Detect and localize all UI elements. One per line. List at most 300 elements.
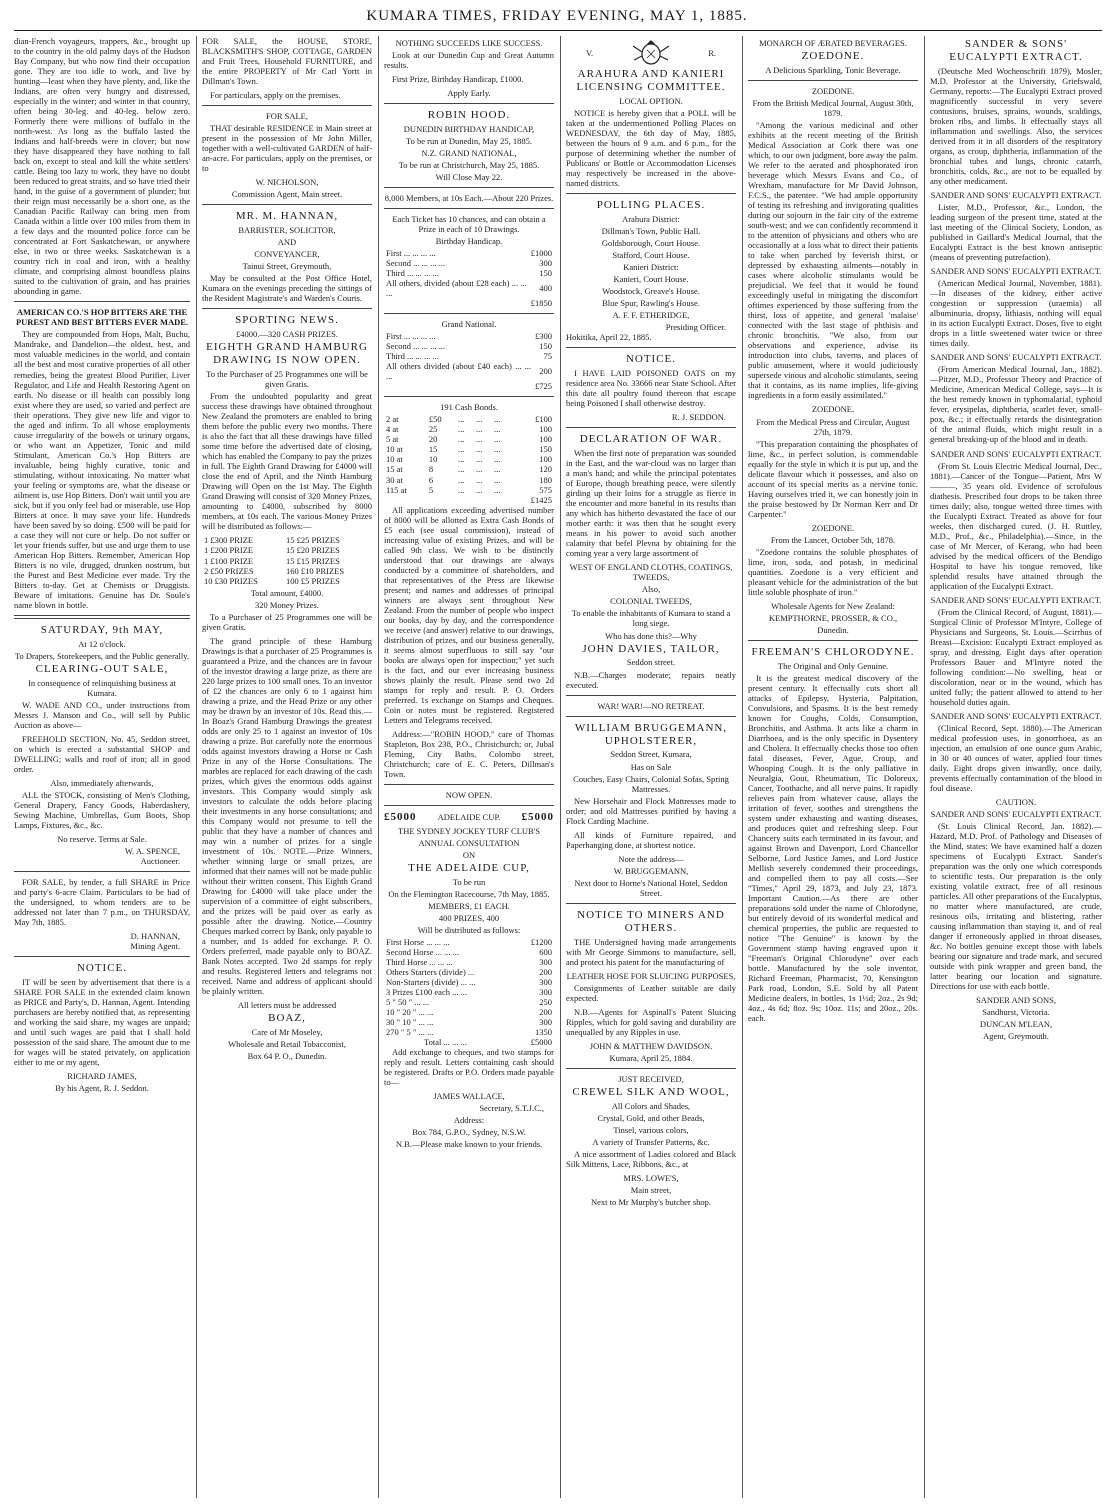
nicholson-signature: W. NICHOLSON,	[255, 177, 319, 188]
polling-place: Dillman's Town, Public Hall.	[601, 226, 701, 237]
table-cell: 575	[539, 484, 552, 495]
adelaide-cup-label: ADELAIDE CUP.	[437, 812, 501, 823]
run-note: To be run	[452, 876, 486, 887]
table-cell: Second ... ... ... ...	[386, 258, 446, 269]
divider	[384, 396, 554, 397]
table-cell: 150	[539, 341, 552, 352]
wallace-box: Box 784, G.P.O., Sydney, N.S.W.	[412, 1127, 526, 1138]
table-row	[384, 987, 554, 997]
crest-letter-r: R.	[708, 47, 716, 58]
boaz-signature: BOAZ,	[268, 1012, 306, 1025]
furniture-text: All kinds of Furniture repaired, and Paperhanging done, at shortest notice.	[566, 829, 736, 850]
bruggemann-address: Seddon Street, Kumara,	[610, 749, 692, 760]
table-cell: £50	[428, 414, 442, 425]
table-cell: ...	[494, 454, 501, 465]
freeman-text: It is the greatest medical discovery of the present century. It effectually cuts short all attacks of Epilepsy, Hysteria, Palpitation, Convulsions, and Spasms. It is the best remedy known for Coughs, Colds, Consumption, Bronchitis, and Asthma. It acts like a charm in Diarrhoea, and is the only specific in Dysentery and Cholera. It effectually checks those too often fatal diseases, Fever, Ague, Croup, and Whooping Cough. It is the only palliative in Neuralgia, Gout, Rheumatism, Tic Doloreux, Cancer, Toothache, and all nerve pains. It rapidly relieves pain from whatever cause, allays the irritation of fever, soothes and strengthens the system under exhausting and wasting diseases, and produces quiet and refreshing sleep. Four Chancery suits each terminated in its favour, and against Brown and Davenport, Lord Chancellor Selborne, Lord Justice James, and Lord Justice Mellish severely condemned their proceedings, and compelled them to pay all costs.—See "Times," April 29, 1873, and July 23, 1873. Important Caution.—As there are other preparations sold under the name of Chlorodyne, but entirely devoid of its wonderful medical and chemical properties, the public are requested to notice "The Genuine" is known by the Government stamp having engraved upon it "Freeman's Original Chlorodyne" over each bottle. Manufactured by the sole inventor, Richard Freeman, Pharmacist, 70, Kensington Park road, London, S.E. Sold by all Patent Medicine dealers, in bottles, 1s 1½d; 2oz., 2s 9d; 4oz., 4s 6d; 8oz. 9s; 10oz. 11s; and 20oz., 20s. each.	[748, 672, 918, 1024]
table-cell: ...	[458, 424, 465, 435]
table-row	[384, 475, 554, 485]
james-signature: RICHARD JAMES,	[67, 1071, 137, 1082]
hop-bitters-text: They are compounded from Hops, Malt, Buchu, Mandrake, and Dandelion—the oldest, best, and most valuable medicines in the world, and contain all the best and most curative properties of all other remedies, being the greatest Blood Purifier, Liver Regulator, and Life and Health Restoring Agent on earth. No disease or ill health can possibly long exist where they are used, so varied and perfect are their operations. They give new life and vigor to the aged and infirm. To all whose employments cause irregularity of the bowels or urinary organs, or who want an Appetizer, Tonic and mild Stimulant, American Co.'s Hop Bitters are invaluable, being highly curative, tonic and stimulating, without intoxicating. No matter what your feeling or symptoms are, what the disease or ailment is, use Hop Bitters. Don't wait until you are sick, but if you only feel bad or miserable, use Hop Bitters at once. It may save your life. Hundreds have been saved by so doing. £500 will be paid for a case they will not cure or help. Do not suffer or let your friends suffer, but use and urge them to use American Hop Bitters. Remember, American Hop Bitters is no vile, drugged, drunken nostrum, but the Purest and Best Medicine ever made. Try the Bitters to-day. Get at Chemists or Druggists. Beware of imitations. Genuine has Dr. Soule's name blown in bottle.	[14, 329, 190, 610]
davies-signature: JOHN DAVIES, TAILOR,	[582, 642, 720, 655]
table-cell: 1 £100 PRIZE	[204, 555, 254, 566]
birthday-handicap-table	[384, 248, 554, 308]
table-cell: 160 £10 PRIZES	[285, 565, 345, 576]
zoedone-heading: ZOEDONE.	[801, 50, 865, 63]
table-cell: 2 at	[386, 414, 399, 425]
table-row	[384, 1037, 554, 1047]
who-note: Who has done this?—Why	[605, 630, 697, 641]
bruggemann-heading: WILLIAM BRUGGEMANN, UPHOLSTERER,	[574, 721, 728, 747]
table-cell: First ... ... ... ...	[386, 248, 436, 259]
hannan-text: May be consulted at the Post Office Hotel, Kumara on the evenings preceding the sittings of the Resident Magistrate's and Warden's Courts.	[202, 273, 372, 304]
zoedone-testimonial: "This preparation containing the phosphates of lime, &c., in perfect solution, is commendable equally for the style in which it is put up, and the delicate flavour which it possesses, and also on account of its special merits as a nervine tonic. Having ourselves tried it, we can honestly join in the praise bestowed by Dr Norman Kerr and Dr Carpenter."	[748, 438, 918, 519]
table-row	[384, 947, 554, 957]
table-cell: ...	[494, 434, 501, 445]
column-2	[202, 36, 372, 1498]
table-cell: First Horse ... ... ...	[386, 937, 450, 948]
divider	[566, 903, 736, 904]
table-cell: 10 at	[386, 444, 403, 455]
miners-text: THE Undersigned having made arrangements with Mr George Simmons to manufacture, sell, and protect his patent for the manufacturing of	[566, 936, 736, 967]
zoedone-source: From the Lancet, October 5th, 1878.	[770, 534, 896, 545]
table-cell: £100	[535, 414, 552, 425]
table-cell: 100 £5 PRIZES	[285, 575, 340, 586]
james-agent: By his Agent, R. J. Seddon.	[55, 1083, 149, 1094]
nz-grand-national: N.Z. GRAND NATIONAL,	[421, 148, 517, 159]
lowe-signature: MRS. LOWE'S,	[623, 1172, 679, 1183]
table-cell: £1000	[530, 248, 552, 259]
poisoned-oats-text: I HAVE LAID POISONED OATS on my residence area No. 33666 near State School. After this date all poultry found thereon that escape being Poisoned I shall otherwise destroy.	[566, 368, 736, 409]
table-total: £1425	[530, 494, 552, 505]
table-cell: ...	[476, 414, 483, 425]
masthead: KUMARA TIMES, FRIDAY EVENING, MAY 1, 1885.	[366, 8, 748, 24]
davies-nb: N.B.—Charges moderate; repairs neatly executed.	[566, 669, 736, 690]
table-cell: 5	[428, 484, 434, 495]
caution-heading: CAUTION.	[995, 797, 1037, 808]
sanders-subheading: SANDER AND SONS' EUCALYPTI EXTRACT.	[930, 594, 1102, 605]
run-note: On the Flemington Racecourse, 7th May, 1885.	[388, 888, 550, 899]
table-row	[384, 351, 554, 361]
table-cell: Third ... ... ... ...	[386, 268, 439, 279]
sanders-testimonial: Lister, M.D., Professor, &c., London, the leading surgeon of the present time, stated at the last meeting of the Clinical Society, London, as published in Gaillard's Medical Journal, that the Eucalypti Extract is the best known antiseptic (means of preventing putrefaction).	[930, 202, 1102, 263]
wallace-address-label: Address:	[453, 1115, 485, 1126]
sanders-testimonial: (St. Louis Clinical Record, Jan. 1882).—Hazard, M.D. Prof. of Pathology and Diseases of the Mind, states: We have examined half a dozen specimens of Eucalypti Extract. Sander's preparation was the only one which corresponds to scientific tests. Our preparation is the only existing volatile extract, free of all resinous particles. All other preparations of the Eucalyptus, no matter where manufactured, are crude, resinous oils, irritating and blistering, rather causing inflammation than staying it, and of real danger if erroneously applied in throat diseases, &c. No bottles genuine except those with labels bearing our signature and trade mark, and secured outside with pink wrapper and green band, the latter bearing our location and signature. Directions for use with each bottle.	[930, 821, 1102, 992]
column-1	[14, 36, 190, 1498]
sanders-subheading: SANDER AND SONS' EUCALYPTI EXTRACT.	[930, 809, 1102, 820]
notice-text: IT will be seen by advertisement that there is a SHARE FOR SALE in the extended claim known as PRICE and Party's, D. Hannan, Agent. Intending purchasers are hereby notified that, as representing and working the said share, my wages are unpaid; and until such wages are paid that I shall hold possession of the said share. The amount due to me for wages will be stated privately, on application either to me or my agent,	[14, 977, 190, 1068]
table-row	[202, 566, 372, 576]
table-cell: 10 £30 PRIZES	[204, 575, 258, 586]
table-cell: ...	[494, 414, 501, 425]
hannan-line: CONVEYANCER,	[254, 249, 320, 260]
column-4	[566, 36, 736, 1498]
adelaide-prize-left: £5000	[384, 810, 417, 823]
table-cell: 75	[543, 351, 552, 362]
table-cell: 25	[428, 424, 438, 435]
adelaide-prize-table	[384, 937, 554, 1047]
money-prizes: 320 Money Prizes.	[255, 599, 319, 610]
table-cell: Third ... ... ... ...	[386, 351, 439, 362]
table-cell: Third Horse ... ... ...	[386, 957, 453, 968]
cash-bonds-title: 191 Cash Bonds.	[440, 402, 498, 413]
sale-time: At 12 o'clock.	[78, 638, 126, 649]
table-row	[384, 937, 554, 947]
note-address: Note the address—	[618, 853, 684, 864]
on-label: ON	[462, 849, 476, 860]
apply-early: Apply Early.	[447, 88, 491, 99]
table-cell: 100	[539, 434, 552, 445]
table-cell: 300	[539, 957, 552, 968]
wade-auction-text: W. WADE AND CO., under instructions from Messrs J. Manson and Co., will sell by Public Auction as above—	[14, 699, 190, 730]
crewel-line: Tinsel, various colors,	[613, 1124, 689, 1135]
arahura-heading: ARAHURA AND KANIERI LICENSING COMMITTEE.	[576, 68, 726, 93]
next-door: Next door to Horne's National Hotel, Seddon Street.	[574, 877, 728, 898]
annual-consultation: ANNUAL CONSULTATION	[418, 837, 520, 848]
table-cell: 180	[539, 474, 552, 485]
sydney-club: THE SYDNEY JOCKEY TURF CLUB'S	[398, 825, 540, 836]
column-6	[930, 36, 1102, 1498]
divider	[566, 347, 736, 348]
cash-bonds-table	[384, 414, 554, 504]
hamburg-principle: The grand principle of these Hamburg Drawings is that a purchaser of 25 Programmes is guaranteed a Prize, and the chances are in favour of the investor drawing a large prize, as there are 220 large prizes to 100 small ones. To an investor of £2 the chances are only 6 to 1 against him drawing a prize, and the Head Prize or any other may be drawn by an investor of 10s. Read this.—In Boaz's Grand Hamburg Drawings the greatest odds are only 25 to 1 against an investor of 10s drawing a prize. But carefully note the enormous odds against investors drawing a Horse or Cash Prize in any of the Horse Consultations. The marbles are replaced for each drawing of the cash prizes, which gives the enormous odds against investors. This Company would simply ask investors to calculate the odds before placing their investments in any horse consultations; and this Company would not presume to tell the public that they have a number of chances and may win a number of prizes for a single investment of 10s. NOTE.—Prize Winners, whether winning large or small prizes, are informed that their names will not be made public without their written consent. This Eighth Grand Drawing for £4000 will take place under the supervision of a committee of eight subscribers, and the prizes will be paid over as early as possible after the drawing. Notice.—Country Cheques marked correct by Bank, only payable to a number, and 1s added for exchange. P. O. Orders preferred, made payable only to BOAZ. Bank Notes accepted. Two 2d stamps for reply and results. Registered letters and telegrams not received. Name and address of applicant should be plainly written.	[202, 635, 372, 997]
table-row	[384, 278, 554, 298]
notice-heading: NOTICE.	[76, 962, 128, 975]
crewel-line: All Colors and Shades,	[611, 1100, 691, 1111]
table-cell: 2 £50 PRIZES	[204, 565, 254, 576]
miners-heading: NOTICE TO MINERS AND OTHERS.	[577, 908, 725, 934]
table-cell: 30 at	[386, 474, 403, 485]
adelaide-cup-heading: THE ADELAIDE CUP,	[408, 862, 530, 874]
sanders-location: Sandhurst, Victoria.	[982, 1007, 1050, 1018]
table-cell	[384, 298, 529, 308]
masthead-rule	[14, 30, 1102, 31]
just-received: JUST RECEIVED,	[618, 1073, 684, 1084]
divider	[566, 1068, 736, 1069]
zoedone-source: From the Medical Press and Circular, August 27th, 1879.	[756, 416, 910, 437]
table-cell: ...	[458, 444, 465, 455]
table-cell: 4 at	[386, 424, 399, 435]
table-cell: ...	[494, 424, 501, 435]
divider	[14, 615, 190, 619]
adelaide-banner	[384, 811, 554, 824]
divider	[14, 956, 190, 957]
war-slogan: WAR! WAR!—NO RETREAT.	[597, 700, 705, 711]
robin-hood-heading: ROBIN HOOD.	[427, 109, 511, 122]
divider	[748, 640, 918, 641]
sanders-testimonial: (Clinical Record, Sept. 1880).—The American medical profession uses, in gonorrhoea, as an injection, an emulsion of one ounce gum Arabic, in 30 or 40 ounces of water, applied four times daily. Eight drops given inwardly, once daily, prevents effectually contamination of the blood in foul disease.	[930, 722, 1102, 793]
grand-national-table	[384, 331, 554, 391]
table-row	[384, 1007, 554, 1017]
table-cell: £1200	[530, 937, 552, 948]
divider	[14, 871, 190, 872]
mclean-title: Agent, Greymouth.	[983, 1031, 1049, 1042]
war-text: When the first note of preparation was sounded in the East, and the war-cloud was no larger than a man's hand; and while the principal potentates of Europe, though breathing peace, were silently girding up their loins for a struggle as fierce in the encounter and more baneful in its results than any which has hitherto devastated the face of our mother earth: it was then that he sought every means in his power to avoid such another calamity that befel Plevna by obtaining for the coming year a very large assortment of	[566, 448, 736, 559]
davidson-signature: JOHN & MATTHEW DAVIDSON.	[589, 1040, 713, 1051]
house-sale-apply: For particulars, apply on the premises.	[210, 90, 341, 101]
table-row	[384, 495, 554, 505]
table-row	[202, 535, 372, 545]
divider	[384, 805, 554, 806]
divider	[384, 208, 554, 209]
table-cell: ...	[458, 464, 465, 475]
table-cell: Second ... ... ... ...	[386, 341, 446, 352]
sanders-subheading: SANDER AND SONS' EUCALYPTI EXTRACT.	[930, 352, 1102, 363]
divider	[384, 313, 554, 314]
also-label: Also,	[641, 584, 661, 595]
polling-place: Blue Spur, Rawling's House.	[602, 298, 700, 309]
wallace-nb: N.B.—Please make known to your friends.	[395, 1139, 543, 1150]
total-amount: Total amount, £4000.	[250, 587, 324, 598]
polling-places-heading: POLLING PLACES.	[596, 199, 706, 212]
district-label: Kanieri District:	[623, 262, 679, 273]
bruggemann-signature: W. BRUGGEMANN,	[613, 865, 689, 876]
divider	[202, 204, 372, 205]
local-option: LOCAL OPTION.	[619, 95, 683, 106]
table-row	[384, 1017, 554, 1027]
table-cell: All others, divided (about £28 each) ... ... ...	[386, 278, 527, 299]
boaz-line: Box 64 P. O., Dunedin.	[247, 1051, 327, 1062]
table-cell: 300	[539, 1017, 552, 1028]
no-reserve: No reserve. Terms at Sale.	[57, 834, 147, 845]
sanders-testimonial: (From American Medical Journal, Jan., 1882).—Pitzer, M.D., Professor Theory and Practice of Medicine, American Medical College, says—It is the best remedy known in typhomalarial, typhoid fever, erysipelas, diphtheria, scarlet fever, small-pox, &c.; it effectually retards the disintegration of the animal fluids, which might result in a general breaking-up of the blood and in death.	[930, 364, 1102, 445]
table-cell: ...	[476, 454, 483, 465]
davidson-date: Kumara, April 25, 1884.	[609, 1052, 693, 1063]
table-cell: 15 £25 PRIZES	[285, 535, 340, 546]
residence-sale-text: THAT desirable RESIDENCE in Main street at present in the possession of Mr John Miller, together with a well-cultivated GARDEN of half-an-acre. For particulars, apply on the premises, or to	[202, 123, 372, 174]
table-row	[384, 341, 554, 351]
cash-prizes: £4000.—320 CASH PRIZES.	[235, 329, 338, 340]
table-cell	[384, 495, 510, 505]
column-divider	[196, 36, 197, 1498]
table-row	[384, 1027, 554, 1037]
table-row	[384, 331, 554, 341]
table-cell: 10 at	[386, 454, 403, 465]
table-row	[384, 444, 554, 454]
zoedone-subheading: ZOEDONE.	[811, 86, 855, 96]
table-cell: ...	[476, 464, 483, 475]
birthday-handicap: DUNEDIN BIRTHDAY HANDICAP,	[403, 124, 535, 135]
sanders-testimonial: (From the Clinical Record, of August, 1881).—Surgical Clinic of Professor M'Intyre, College of Physicians and Surgeons, St. Louis.—Scirrhus of Breast—Excision: Eucalypti Extract employed as spray, and dressing. Eight days after operation Professors Bauer and M'Intyre noted the following condition:—No swelling, heat or discoloration, near or in the wound, which has united fully; the patient allowed to attend to her household duties again.	[930, 606, 1102, 707]
table-row	[202, 576, 372, 586]
boaz-care: Care of Mr Moseley,	[251, 1027, 323, 1038]
table-cell: 200	[539, 366, 552, 377]
table-cell: Others Starters (divide) ...	[386, 967, 475, 978]
table-cell: ...	[494, 474, 501, 485]
sale-date: SATURDAY, 9th MAY,	[40, 623, 164, 636]
district-label: Arahura District:	[622, 214, 680, 225]
table-cell: 20	[428, 434, 438, 445]
table-cell: 5 at	[386, 434, 399, 445]
divider	[384, 103, 554, 104]
table-cell: 10	[428, 454, 438, 465]
table-cell: 120	[539, 464, 552, 475]
siege-note: To enable the inhabitants of Kumara to stand a long siege.	[571, 608, 731, 629]
divider	[384, 187, 554, 188]
dunedin-cup-note: Look at our Dunedin Cup and Great Autumn results.	[384, 50, 554, 71]
table-cell: 270 " 5 " ... ...	[386, 1027, 434, 1038]
table-cell: 300	[539, 258, 552, 269]
table-row	[384, 268, 554, 278]
house-sale-text: FOR SALE, the HOUSE, STORE, BLACKSMITH'S SHOP, COTTAGE, GARDEN and Fruit Trees, Household FURNITURE, and the entire PROPERTY of Mr Carl Yortt in Dillman's Town.	[202, 36, 372, 87]
divider	[566, 427, 736, 428]
sanders-subheading: SANDER AND SONS' EUCALYPTI EXTRACT.	[930, 448, 1102, 459]
column-3	[384, 36, 554, 1498]
table-cell: 6	[428, 474, 434, 485]
robin-hood-text: All applications exceeding advertised number of 8000 will be allotted as Extra Cash Bonds of £5 each (see usual commission), instead of increasing value of existing Prizes, and will be called 9th class. We wish to be distinctly understood that our drawings are always conducted by a committee of shareholders, and that representatives of the Press are likewise present; and names and addresses of principal winners are always sent throughout New Zealand. From the number of people who inspect our books, day by day, and the correspondence we receive (and answer) relative to our drawings, distribution of prizes, and our business generally, it seems almost superfluous to still say "our books are always open for inspection;" yet such is the fact, and our ever increasing business shows plainly the result. Please send two 2d stamps for reply and result. P. O. Orders preferred. 1s exchange on Stamps and Cheques. Coin or notes must be registered. Registered Letters and Telegrams received.	[384, 504, 554, 725]
table-row	[202, 556, 372, 566]
ticket-note: Each Ticket has 10 chances, and can obtain a Prize in each of 10 Drawings.	[392, 214, 546, 235]
run-note: To be run at Christchurch, May 25, 1885.	[398, 160, 540, 171]
table-cell: First ... ... ... ...	[386, 331, 436, 342]
leather-hose: LEATHER HOSE FOR SLUICING PURPOSES,	[566, 970, 736, 981]
prize-table	[202, 535, 372, 585]
kempthorne-name: KEMPTHORNE, PROSSER, & CO.,	[768, 612, 898, 623]
zoedone-testimonial: "Zoedone contains the soluble phosphates of lime, iron, soda, and potash, in medicinal quantities. Zoedone is a very efficient and pleasant vehicle for the administration of the but little soluble phosphate of iron."	[748, 546, 918, 597]
table-cell: 15 £15 PRIZES	[285, 555, 340, 566]
residence-sale-heading: FOR SALE,	[265, 111, 309, 122]
table-row	[384, 298, 554, 308]
column-divider	[924, 36, 925, 1498]
table-cell: ...	[458, 434, 465, 445]
table-total: £725	[535, 381, 552, 392]
table-cell: ...	[458, 474, 465, 485]
crewel-line: A variety of Transfer Patterns, &c.	[592, 1136, 710, 1147]
members-note: 8,000 Members, at 10s Each.—About 220 Prizes.	[384, 193, 554, 204]
adelaide-exchange-note: Add exchange to cheques, and two stamps for reply and result. Letters containing cash should be registered. Drafts or P.O. Orders made payable to—	[384, 1047, 554, 1088]
table-cell: ...	[458, 414, 465, 425]
divider	[748, 80, 918, 81]
table-cell: ...	[494, 444, 501, 455]
table-row	[384, 434, 554, 444]
adelaide-prize-right: £5000	[521, 810, 554, 823]
sanders-subheading: SANDER AND SONS' EUCALYPTI EXTRACT.	[930, 190, 1102, 201]
column-5	[748, 36, 918, 1498]
sale-audience: To Drapers, Storekeepers, and the Public generally.	[14, 650, 190, 661]
table-cell: ...	[476, 474, 483, 485]
lowe-address: Main street,	[630, 1184, 672, 1195]
nothing-succeeds: NOTHING SUCCEEDS LIKE SUCCESS.	[395, 38, 543, 48]
polling-place: Woodstock, Greave's House.	[602, 286, 700, 297]
table-row	[384, 258, 554, 268]
table-row	[384, 454, 554, 464]
presiding-officer: Presiding Officer.	[665, 322, 726, 333]
column-divider	[378, 36, 379, 1498]
crest-letter-v: V.	[586, 47, 594, 58]
mclean-signature: DUNCAN M'LEAN,	[979, 1019, 1053, 1030]
table-cell: 200	[539, 967, 552, 978]
boaz-line: Wholesale and Retail Tobacconist,	[228, 1039, 346, 1050]
sanders-testimonial: (From St. Louis Electric Medical Journal, Dec., 1881).—Cancer of the Tongue—Patient, Mrs W———, 35 years old. Evidence of scrofulous diathesis. Prescribed four drops to be taken three times daily; also, tongue wetted three times with the Eucalypti Extract. Treated as above for four weeks, then discharged cured. (J. H. Ruttley, M.D., Prof., &c., Philadelphia).—Since, in the case of Mr Mercer, of Kerang, who had been advised by the medical officers of the Bendigo Hospital to have his tongue removed, like splendid results have attained through the application of the Eucalypti Extract.	[930, 460, 1102, 591]
table-cell: 3 Prizes £100 each ... ...	[386, 987, 467, 998]
sanders-heading: SANDER & SONS' EUCALYPTI EXTRACT.	[949, 38, 1083, 63]
hannan-heading: MR. M. HANNAN,	[235, 210, 339, 223]
hop-bitters-heading: AMERICAN CO.'S HOP BITTERS ARE THE PUREST AND BEST BITTERS EVER MADE.	[15, 307, 189, 328]
clearing-sale-heading: CLEARING-OUT SALE,	[35, 662, 169, 675]
table-row	[384, 248, 554, 258]
royal-crest	[566, 40, 736, 66]
colonial-tweeds: COLONIAL TWEEDS,	[610, 596, 692, 607]
table-row	[384, 361, 554, 381]
hannan-signature: D. HANNAN,	[130, 931, 180, 942]
table-cell: 150	[539, 268, 552, 279]
hannan-line: Tainui Street, Greymouth,	[242, 261, 332, 272]
purchaser-note: To the Purchaser of 25 Programmes one will be given Gratis.	[206, 369, 368, 390]
divider	[566, 695, 736, 696]
grand-national-title: Grand National.	[441, 319, 497, 330]
sanders-testimonial: (Deutsche Med Wochenschrift 1879), Mosler, M.D. Professor at the University, Griefswald, Germany, reports:—The Eucalypti Extract proved magnificently successful in very severe contusions, bruises, sprains, wounds, scaldings, broken ribs, and limbs. It effectually stays all inflammation and swellings. Also, the services derived from it in all disorders of the respiratory organs, as croup, diphtheria, inflammation of the bronchial tubes and lungs, chronic catarrh, bronchitis, colds, &c., are not to be equalled by any other medicament.	[930, 65, 1102, 187]
table-cell: 100	[539, 454, 552, 465]
hannan-line: AND	[277, 237, 297, 248]
column-divider	[742, 36, 743, 1498]
robin-hood-address: Address:—"ROBIN HOOD," care of Thomas Stapleton, Box 238, P.O., Christchurch; or, Jubal Fleming, City Baths, Colombo street, Christchurch; care of E. C. Peters, Dillman's Town.	[384, 728, 554, 779]
table-row	[384, 977, 554, 987]
spence-title: Auctioneer.	[140, 856, 180, 867]
poll-notice-text: NOTICE is hereby given that a POLL will be taken at the undermentioned Polling Places on WEDNESDAY, the 6th day of May, 1885, between the hours of 9 a.m. and 6 p.m., for the purpose of determining whether the number of Publicans' or Bottle or Accommodation Licenses may respectively be increased in the above-named districts.	[566, 107, 736, 189]
consignments-text: Consignments of Leather suitable are daily expected.	[566, 982, 736, 1003]
hannan-line: BARRISTER, SOLICITOR,	[238, 225, 336, 236]
lowe-next: Next to Mr Murphy's butcher shop.	[590, 1196, 712, 1207]
divider	[566, 193, 736, 194]
share-sale-text: FOR SALE, by tender, a full SHARE in Price and party's 6-acre Claim. Particulars to be had of the undersigned, to whom tenders are to be addressed not later than 7 p.m., on THURSDAY, May 7th, 1885.	[14, 877, 190, 928]
hamburg-text: From the undoubted popularity and great success these drawings have obtained throughout New Zealand the promoters are enabled to bring them before the public every two months. There is also the fact that all these drawings have filled some time before the advertised date of closing, which has enabled the Company to pay the prizes in full. The Eighth Grand Drawing for £4000 will close the end of April, and the Ninth Hamburg Drawing will Open on the 1st May. The Eighth Grand Drawing will consist of 320 Money Prizes, amounting to £4000, subscribed by 8000 members, at 10s each. The various Money Prizes will be distributed as follows:—	[202, 391, 372, 532]
kempthorne-city: Dunedin.	[817, 624, 849, 635]
table-cell: 1 £200 PRIZE	[204, 545, 254, 556]
close-note: Will Close May 22.	[435, 172, 503, 183]
table-cell: ...	[476, 424, 483, 435]
table-cell: 10 " 20 " ... ...	[386, 1007, 434, 1018]
members-each: MEMBERS, £1 EACH.	[428, 901, 510, 911]
table-row	[384, 997, 554, 1007]
crewel-heading: CREWEL SILK AND WOOL,	[572, 1085, 730, 1098]
has-sale: Has on Sale	[630, 761, 672, 772]
etheridge-signature: A. F. F. ETHERIDGE,	[612, 310, 690, 321]
table-cell: 8	[428, 464, 434, 475]
table-cell: 115 at	[386, 484, 407, 495]
divider	[202, 308, 372, 309]
table-total: £5000	[530, 1037, 552, 1048]
seddon-signature: R. J. SEDDON.	[671, 412, 726, 423]
divider	[566, 716, 736, 717]
table-cell: 400	[539, 283, 552, 294]
sanders-signature: SANDER AND SONS,	[975, 995, 1057, 1006]
table-cell: 15 £20 PRIZES	[285, 545, 340, 556]
monarch-heading: MONARCH OF ÆRATED BEVERAGES.	[759, 38, 907, 48]
lowe-text: A nice assortment of Ladies colored and Black Silk Mittens, Lace, Ribbons, &c., at	[566, 1148, 736, 1169]
table-row	[384, 967, 554, 977]
table-row	[384, 485, 554, 495]
freehold-text: FREEHOLD SECTION, No. 45, Seddon street, on which is erected a substantial SHOP and DWELLING; walls and roof of iron; all in good order.	[14, 733, 190, 774]
table-row	[384, 957, 554, 967]
table-cell: ...	[494, 484, 501, 495]
table-cell: 600	[539, 947, 552, 958]
table-cell: 1 £300 PRIZE	[204, 535, 254, 546]
sporting-news-heading: SPORTING NEWS.	[235, 314, 339, 327]
addressed-note: All letters must be addressed	[237, 1000, 337, 1011]
sanders-testimonial: (American Medical Journal, November, 1881).—In diseases of the kidney, either active congestion or suppression (uraemia) all albuminuria, dropsy, lithiasis, nothing will equal in its action Eucalypti Extract. Doses, five to eight drops in a little sweetened water twice or three times daily.	[930, 278, 1102, 349]
wholesale-label: Wholesale Agents for New Zealand:	[771, 600, 895, 611]
table-cell: 250	[539, 997, 552, 1008]
wallace-signature: JAMES WALLACE,	[433, 1091, 505, 1102]
table-cell: 15 at	[386, 464, 403, 475]
table-cell: Second Horse ... ... ...	[386, 947, 459, 958]
notice-heading: NOTICE.	[625, 353, 677, 366]
zoedone-subheading: ZOEDONE.	[811, 522, 855, 533]
first-prize-note: First Prize, Birthday Handicap, £1000.	[392, 74, 524, 85]
wallace-title: Secretary, S.T.J.C.,	[479, 1103, 544, 1114]
polling-place: Kanieri, Court House.	[613, 274, 689, 285]
table-cell: 150	[539, 444, 552, 455]
zoedone-subheading: ZOEDONE.	[811, 404, 855, 415]
